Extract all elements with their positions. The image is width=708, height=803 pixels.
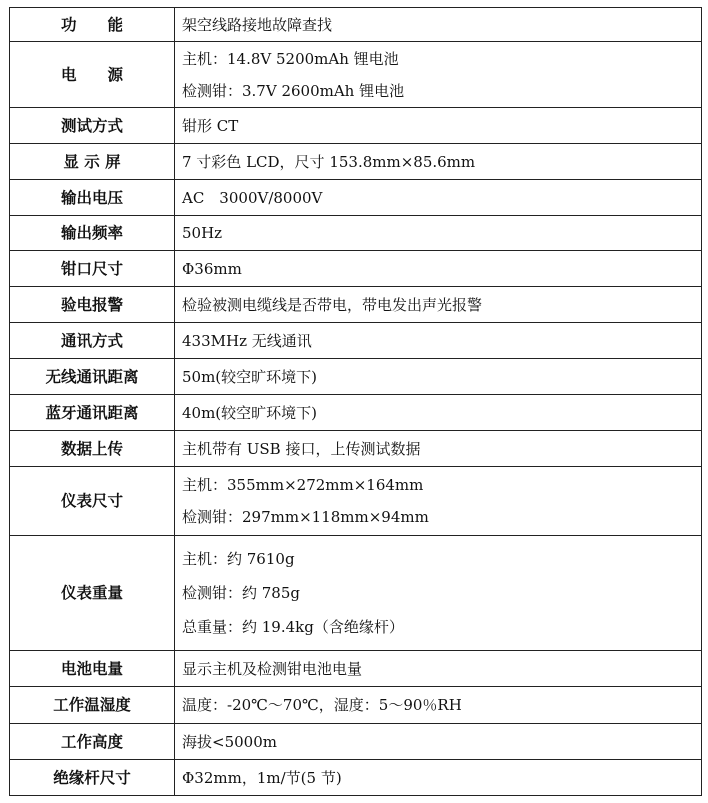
table-row (10, 651, 702, 687)
row-label: 输出电压 (10, 180, 175, 216)
row-value (175, 724, 702, 760)
row-value (175, 144, 702, 180)
row-label: 输出频率 (10, 216, 175, 251)
table-row (10, 359, 702, 395)
row-value (175, 287, 702, 323)
table-row (10, 724, 702, 760)
row-value (175, 108, 702, 144)
value-line: 检测钳：约 785g (182, 584, 301, 602)
row-value (175, 467, 702, 536)
value-line: 433MHz 无线通讯 (182, 331, 312, 350)
value-line: 检验被测电缆线是否带电，带电发出声光报警 (182, 295, 483, 314)
row-label: 功 能 (10, 8, 175, 42)
row-label: 测试方式 (10, 108, 175, 144)
value-line: 温度：-20℃～70℃，湿度：5～90％RH (182, 696, 462, 714)
value-line: AC 3000V/8000V (182, 188, 323, 207)
value-line: 钳形 CT (182, 116, 239, 135)
row-value (175, 359, 702, 395)
value-line: Φ36mm (182, 259, 242, 278)
row-value (175, 536, 702, 651)
table-row (10, 180, 702, 216)
value-line: 主机：约 7610g (182, 550, 295, 568)
row-value (175, 251, 702, 287)
table-row (10, 431, 702, 467)
value-line: 7 寸彩色 LCD，尺寸 153.8mm×85.6mm (182, 152, 476, 171)
value-line: 架空线路接地故障查找 (182, 15, 333, 34)
row-value (175, 216, 702, 251)
row-label: 数据上传 (10, 431, 175, 467)
row-label: 绝缘杆尺寸 (10, 760, 175, 796)
row-value (175, 687, 702, 724)
row-label: 仪表重量 (10, 536, 175, 651)
value-line: 主机：14.8V 5200mAh 锂电池 (182, 49, 399, 68)
row-label: 钳口尺寸 (10, 251, 175, 287)
table-row (10, 323, 702, 359)
table-row (10, 8, 702, 42)
table-row (10, 287, 702, 323)
row-label: 电 源 (10, 42, 175, 108)
spec-table (9, 7, 702, 796)
row-label: 验电报警 (10, 287, 175, 323)
row-value (175, 760, 702, 796)
row-value (175, 8, 702, 42)
table-row (10, 395, 702, 431)
table-row (10, 216, 702, 251)
value-line: 海拔<5000m (182, 732, 277, 751)
row-value (175, 323, 702, 359)
value-line: 50Hz (182, 224, 223, 242)
table-row (10, 144, 702, 180)
row-label: 仪表尺寸 (10, 467, 175, 536)
row-label: 电池电量 (10, 651, 175, 687)
table-row (10, 467, 702, 536)
row-label: 工作高度 (10, 724, 175, 760)
row-label: 显 示 屏 (10, 144, 175, 180)
table-row (10, 42, 702, 108)
row-value (175, 42, 702, 108)
value-line: 检测钳：297mm×118mm×94mm (182, 508, 429, 526)
row-label: 通讯方式 (10, 323, 175, 359)
row-value (175, 395, 702, 431)
value-line: 主机带有 USB 接口，上传测试数据 (182, 439, 421, 458)
row-label: 无线通讯距离 (10, 359, 175, 395)
table-row (10, 687, 702, 724)
row-label: 工作温湿度 (10, 687, 175, 724)
value-line: 总重量：约 19.4kg（含绝缘杆） (182, 618, 404, 636)
value-line: 50m(较空旷环境下) (182, 367, 318, 386)
row-value (175, 180, 702, 216)
value-line: 主机：355mm×272mm×164mm (182, 476, 424, 494)
table-row (10, 251, 702, 287)
table-row (10, 760, 702, 796)
row-value (175, 651, 702, 687)
row-value (175, 431, 702, 467)
value-line: Φ32mm，1m/节(5 节) (182, 768, 342, 787)
table-row (10, 536, 702, 651)
table-row (10, 108, 702, 144)
value-line: 检测钳：3.7V 2600mAh 锂电池 (182, 81, 405, 100)
row-label: 蓝牙通讯距离 (10, 395, 175, 431)
value-line: 40m(较空旷环境下) (182, 403, 318, 422)
value-line: 显示主机及检测钳电池电量 (182, 659, 363, 678)
